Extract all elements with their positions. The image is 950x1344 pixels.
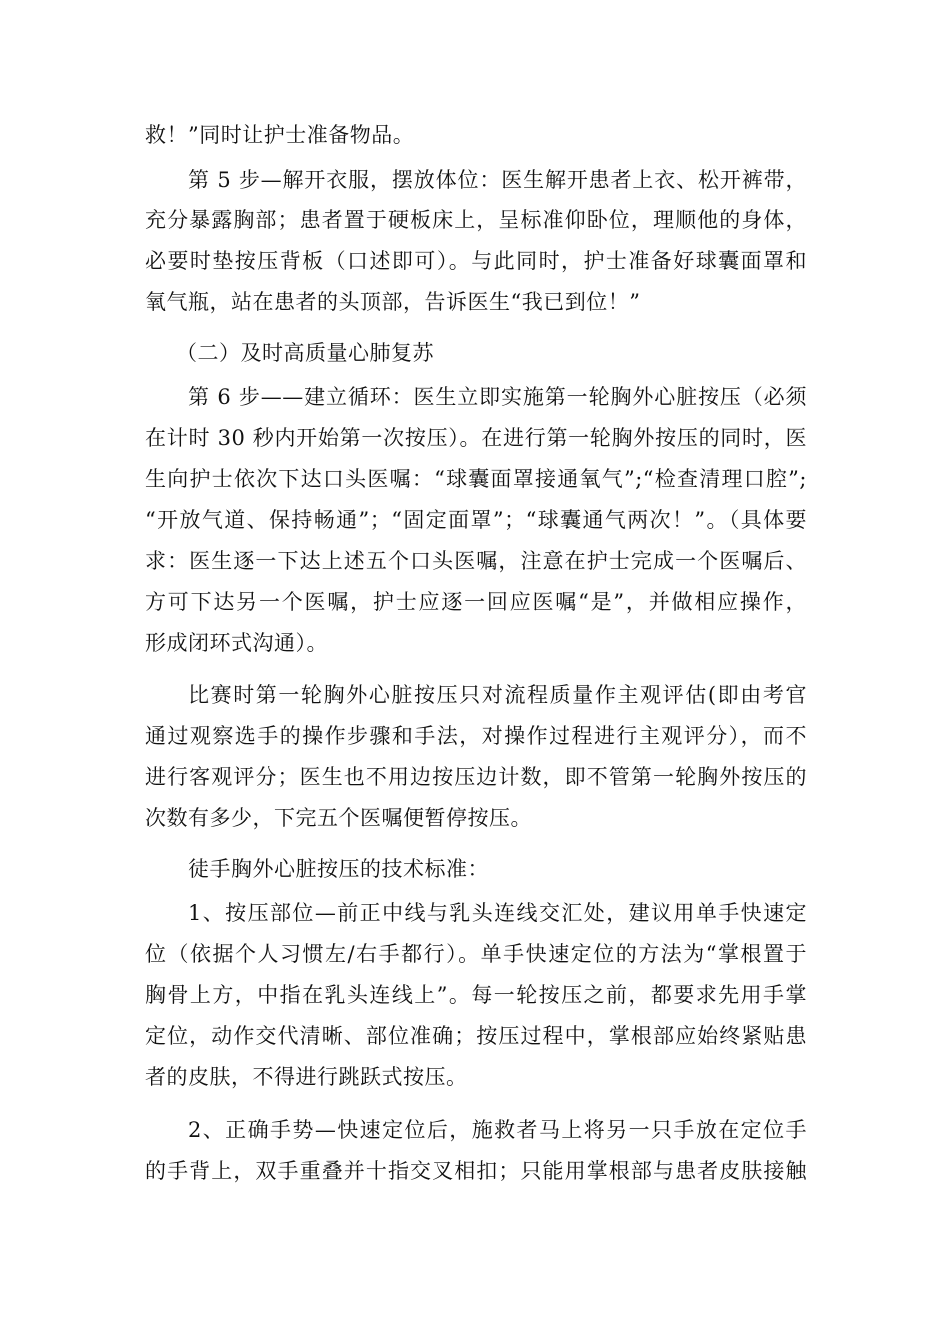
text-line: 的手背上，双手重叠并十指交叉相扣；只能用掌根部与患者皮肤接触 — [145, 1159, 807, 1183]
text-line: 救！”同时让护士准备物品。 — [145, 123, 415, 147]
text-line: 徒手胸外心脏按压的技术标准： — [188, 857, 489, 881]
section-heading: （二）及时高质量心肺复苏 — [176, 341, 434, 365]
text-line: 者的皮肤，不得进行跳跃式按压。 — [145, 1065, 468, 1089]
text-line: 2、正确手势—快速定位后，施救者马上将另一只手放在定位手 — [188, 1118, 807, 1142]
text-line: 第 5 步—解开衣服，摆放体位：医生解开患者上衣、松开裤带， — [188, 168, 807, 192]
text-line: 求：医生逐一下达上述五个口头医嘱，注意在护士完成一个医嘱后、 — [145, 549, 807, 573]
text-line: 形成闭环式沟通）。 — [145, 631, 328, 655]
text-line: 比赛时第一轮胸外心脏按压只对流程质量作主观评估(即由考官 — [188, 683, 807, 707]
text-line: 1、按压部位—前正中线与乳头连线交汇处，建议用单手快速定 — [188, 901, 807, 925]
text-line: 位（依据个人习惯左/右手都行）。单手快速定位的方法为“掌根置于 — [145, 942, 807, 966]
text-line: 通过观察选手的操作步骤和手法，对操作过程进行主观评分），而不 — [145, 724, 807, 748]
text-line: 定位，动作交代清晰、部位准确；按压过程中，掌根部应始终紧贴患 — [145, 1024, 807, 1048]
text-line: 必要时垫按压背板（口述即可）。与此同时，护士准备好球囊面罩和 — [145, 249, 807, 273]
text-line: 次数有多少，下完五个医嘱便暂停按压。 — [145, 806, 532, 830]
text-line: “开放气道、保持畅通”；“固定面罩”；“球囊通气两次！”。（具体要 — [145, 508, 807, 532]
text-line: 在计时 30 秒内开始第一次按压）。在进行第一轮胸外按压的同时，医 — [145, 426, 807, 450]
text-line: 氧气瓶，站在患者的头顶部，告诉医生“我已到位！” — [145, 290, 641, 314]
text-line: 方可下达另一个医嘱，护士应逐一回应医嘱“是”，并做相应操作， — [145, 590, 807, 614]
text-line: 第 6 步——建立循环：医生立即实施第一轮胸外心脏按压（必须 — [188, 385, 807, 409]
text-line: 生向护士依次下达口头医嘱：“球囊面罩接通氧气”;“检查清理口腔”; — [145, 467, 807, 491]
text-line: 胸骨上方，中指在乳头连线上”。每一轮按压之前，都要求先用手掌 — [145, 983, 807, 1007]
text-line: 进行客观评分；医生也不用边按压边计数，即不管第一轮胸外按压的 — [145, 765, 807, 789]
text-line: 充分暴露胸部；患者置于硬板床上，呈标准仰卧位，理顺他的身体， — [145, 208, 807, 232]
